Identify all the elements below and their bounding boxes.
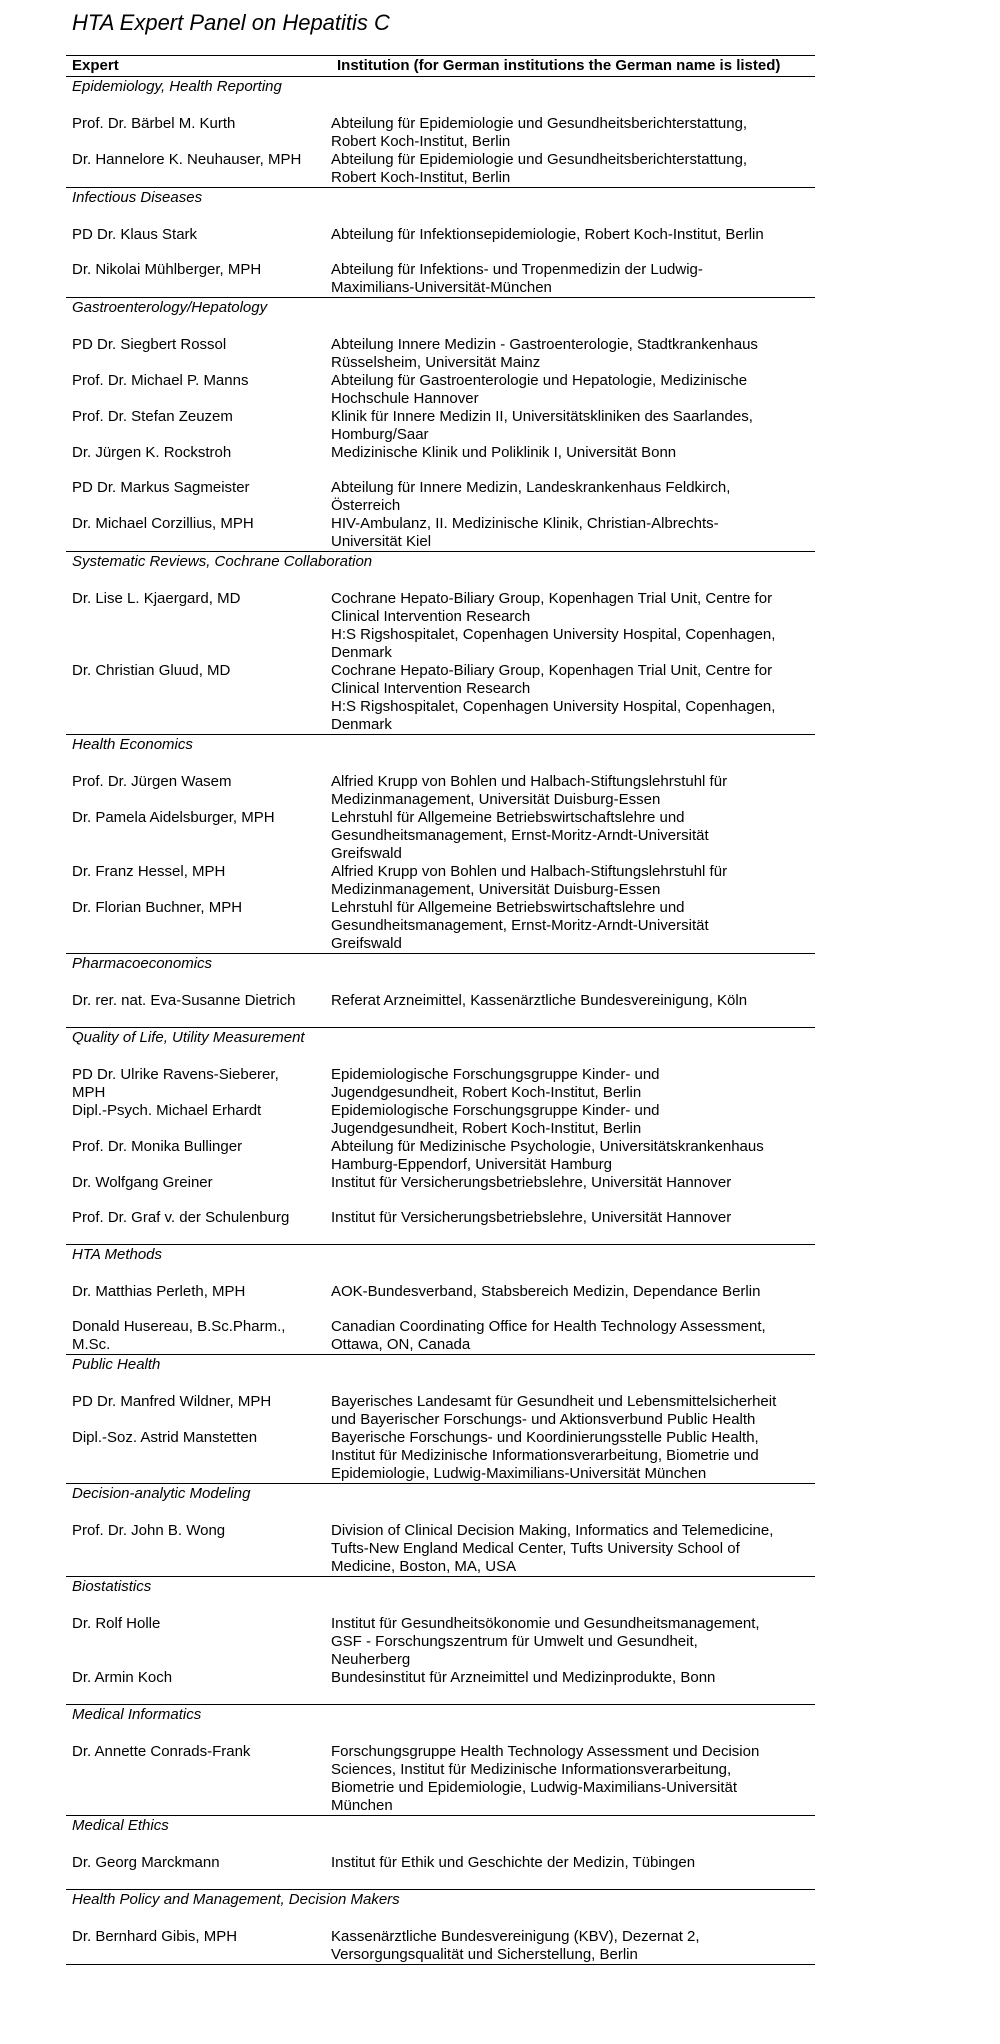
table-row xyxy=(66,336,815,372)
table-row xyxy=(66,1393,815,1429)
table-row xyxy=(66,1743,815,1815)
institution-line: H:S Rigshospitalet, Copenhagen University Hospital, Copenhagen, xyxy=(331,626,776,643)
expert-name xyxy=(66,261,331,297)
expert-name xyxy=(66,372,331,408)
table-section xyxy=(66,954,815,1028)
section-body xyxy=(66,1283,815,1354)
expert-name xyxy=(66,590,331,662)
expert-name xyxy=(66,336,331,372)
expert-name-line: Dr. Pamela Aidelsburger, MPH xyxy=(72,809,275,826)
institution-line: Forschungsgruppe Health Technology Assessment und Decision xyxy=(331,1743,760,1760)
section-title: Infectious Diseases xyxy=(72,189,203,206)
expert-name-line: Dr. Georg Marckmann xyxy=(72,1854,220,1871)
institution-line: Greifswald xyxy=(331,845,402,862)
expert-name xyxy=(66,809,331,863)
institution xyxy=(331,226,815,244)
table-row xyxy=(66,1102,815,1138)
expert-name-line: Dipl.-Soz. Astrid Manstetten xyxy=(72,1429,258,1446)
expert-name xyxy=(66,515,331,551)
section-title: Epidemiology, Health Reporting xyxy=(72,78,282,95)
institution-line: GSF - Forschungszentrum für Umwelt und Gesundheit, xyxy=(331,1633,698,1650)
table-section xyxy=(66,188,815,298)
institution xyxy=(331,1928,815,1964)
table-row xyxy=(66,809,815,863)
section-title: Health Economics xyxy=(72,736,193,753)
page-title: HTA Expert Panel on Hepatitis C xyxy=(72,10,390,35)
table-row xyxy=(66,992,815,1010)
expert-name-line: Dr. Wolfgang Greiner xyxy=(72,1174,213,1191)
expert-name xyxy=(66,1615,331,1669)
expert-name xyxy=(66,1174,331,1192)
institution-line: Bayerisches Landesamt für Gesundheit und Lebensmittelsicherheit xyxy=(331,1393,777,1410)
institution-line: Sciences, Institut für Medizinische Informationsverarbeitung, xyxy=(331,1761,732,1778)
institution-line: Gesundheitsmanagement, Ernst-Moritz-Arndt-Universität xyxy=(331,917,709,934)
table-row xyxy=(66,479,815,515)
table-row xyxy=(66,1522,815,1576)
table-row xyxy=(66,1429,815,1483)
institution-line: Epidemiologie, Ludwig-Maximilians-Universität München xyxy=(331,1465,707,1482)
institution xyxy=(331,1429,815,1483)
institution-line: Epidemiologische Forschungsgruppe Kinder- und xyxy=(331,1102,660,1119)
table-row xyxy=(66,1854,815,1872)
expert-name-line: Dr. Hannelore K. Neuhauser, MPH xyxy=(72,151,302,168)
section-title: Quality of Life, Utility Measurement xyxy=(72,1029,305,1046)
section-title: Public Health xyxy=(72,1356,161,1373)
expert-name xyxy=(66,479,331,515)
institution-line: Abteilung für Epidemiologie und Gesundheitsberichterstattung, xyxy=(331,115,748,132)
institution-line: Abteilung für Medizinische Psychologie, Universitätskrankenhaus xyxy=(331,1138,764,1155)
expert-name-line: Dr. Florian Buchner, MPH xyxy=(72,899,243,916)
table-row xyxy=(66,899,815,953)
institution xyxy=(331,899,815,953)
institution xyxy=(331,590,815,662)
institution-line: Kassenärztliche Bundesvereinigung (KBV), Dezernat 2, xyxy=(331,1928,700,1945)
institution xyxy=(331,1102,815,1138)
section-title: Biostatistics xyxy=(72,1578,152,1595)
institution-line: Hochschule Hannover xyxy=(331,390,479,407)
expert-name xyxy=(66,1066,331,1102)
table-section xyxy=(66,1028,815,1245)
expert-name-line: PD Dr. Ulrike Ravens-Sieberer, xyxy=(72,1066,279,1083)
column-header-expert: Expert xyxy=(72,57,119,74)
institution-line: Institut für Ethik und Geschichte der Medizin, Tübingen xyxy=(331,1854,696,1871)
institution xyxy=(331,515,815,551)
institution-line: Referat Arzneimittel, Kassenärztliche Bundesvereinigung, Köln xyxy=(331,992,748,1009)
table-section xyxy=(66,1484,815,1577)
expert-name-line: Dr. Franz Hessel, MPH xyxy=(72,863,226,880)
institution-line: Lehrstuhl für Allgemeine Betriebswirtschaftslehre und xyxy=(331,899,685,916)
institution-line: Homburg/Saar xyxy=(331,426,429,443)
section-body xyxy=(66,1522,815,1576)
institution-line: Tufts-New England Medical Center, Tufts University School of xyxy=(331,1540,740,1557)
institution-line: Clinical Intervention Research xyxy=(331,680,531,697)
expert-name-line: Dr. Rolf Holle xyxy=(72,1615,161,1632)
table-section xyxy=(66,1816,815,1890)
institution xyxy=(331,1174,815,1192)
expert-name-line: Prof. Dr. Jürgen Wasem xyxy=(72,773,232,790)
institution-line: Abteilung für Epidemiologie und Gesundheitsberichterstattung, xyxy=(331,151,748,168)
section-body xyxy=(66,226,815,297)
section-body xyxy=(66,115,815,187)
institution-line: Alfried Krupp von Bohlen und Halbach-Stiftungslehrstuhl für xyxy=(331,863,728,880)
institution xyxy=(331,115,815,151)
institution-line: Abteilung für Gastroenterologie und Hepatologie, Medizinische xyxy=(331,372,748,389)
expert-name xyxy=(66,773,331,809)
section-body xyxy=(66,1066,815,1227)
section-body xyxy=(66,1928,815,1964)
expert-name-line: Prof. Dr. Graf v. der Schulenburg xyxy=(72,1209,290,1226)
institution-line: Cochrane Hepato-Biliary Group, Kopenhagen Trial Unit, Centre for xyxy=(331,662,773,679)
section-title: Medical Informatics xyxy=(72,1706,202,1723)
institution-line: Abteilung für Infektions- und Tropenmedizin der Ludwig- xyxy=(331,261,703,278)
institution xyxy=(331,1209,815,1227)
expert-name-line: Prof. Dr. Michael P. Manns xyxy=(72,372,249,389)
institution-line: Universität Kiel xyxy=(331,533,432,550)
expert-name xyxy=(66,444,331,462)
expert-panel-table xyxy=(66,55,815,1965)
institution xyxy=(331,863,815,899)
institution-line: Institut für Versicherungsbetriebslehre, Universität Hannover xyxy=(331,1209,732,1226)
institution-line: Institut für Gesundheitsökonomie und Gesundheitsmanagement, xyxy=(331,1615,760,1632)
section-body xyxy=(66,773,815,953)
expert-name-line: Dr. Jürgen K. Rockstroh xyxy=(72,444,232,461)
expert-name xyxy=(66,1669,331,1687)
institution-line: und Bayerischer Forschungs- und Aktionsverbund Public Health xyxy=(331,1411,756,1428)
institution-line: Neuherberg xyxy=(331,1651,411,1668)
institution-line: Gesundheitsmanagement, Ernst-Moritz-Arndt-Universität xyxy=(331,827,709,844)
institution xyxy=(331,444,815,462)
institution xyxy=(331,809,815,863)
table-section xyxy=(66,298,815,552)
expert-name-line: Dr. Annette Conrads-Frank xyxy=(72,1743,251,1760)
expert-name xyxy=(66,1209,331,1227)
institution-line: Biometrie und Epidemiologie, Ludwig-Maximilians-Universität xyxy=(331,1779,738,1796)
table-row xyxy=(66,1209,815,1227)
institution-line: München xyxy=(331,1797,393,1814)
institution xyxy=(331,773,815,809)
table-row xyxy=(66,773,815,809)
institution xyxy=(331,479,815,515)
institution-line: Jugendgesundheit, Robert Koch-Institut, Berlin xyxy=(331,1120,642,1137)
section-body xyxy=(66,1743,815,1815)
institution-line: Medizinische Klinik und Poliklinik I, Universität Bonn xyxy=(331,444,677,461)
table-row xyxy=(66,226,815,244)
table-row xyxy=(66,1669,815,1687)
institution xyxy=(331,151,815,187)
expert-name xyxy=(66,1138,331,1174)
table-sections xyxy=(66,77,815,1965)
institution xyxy=(331,1743,815,1815)
institution-line: Versorgungsqualität und Sicherstellung, Berlin xyxy=(331,1946,638,1963)
expert-name-line: M.Sc. xyxy=(72,1336,111,1353)
expert-name-line: PD Dr. Siegbert Rossol xyxy=(72,336,227,353)
expert-name xyxy=(66,1102,331,1138)
institution xyxy=(331,408,815,444)
institution xyxy=(331,662,815,734)
table-row xyxy=(66,1066,815,1102)
expert-name-line: PD Dr. Klaus Stark xyxy=(72,226,198,243)
expert-name xyxy=(66,863,331,899)
expert-name xyxy=(66,1283,331,1301)
institution-line: Österreich xyxy=(331,497,401,514)
expert-name-line: PD Dr. Manfred Wildner, MPH xyxy=(72,1393,272,1410)
expert-name xyxy=(66,662,331,734)
expert-name xyxy=(66,1743,331,1815)
institution xyxy=(331,1615,815,1669)
expert-name xyxy=(66,1854,331,1872)
section-title: Gastroenterology/Hepatology xyxy=(72,299,268,316)
table-row xyxy=(66,1615,815,1669)
expert-name xyxy=(66,1928,331,1964)
section-title: Decision-analytic Modeling xyxy=(72,1485,251,1502)
expert-name-line: Prof. Dr. Stefan Zeuzem xyxy=(72,408,233,425)
section-title: Pharmacoeconomics xyxy=(72,955,213,972)
table-section xyxy=(66,77,815,188)
expert-name-line: Prof. Dr. Monika Bullinger xyxy=(72,1138,243,1155)
expert-name-line: Dr. Lise L. Kjaergard, MD xyxy=(72,590,241,607)
expert-name-line: Prof. Dr. Bärbel M. Kurth xyxy=(72,115,236,132)
table-row xyxy=(66,863,815,899)
table-header xyxy=(66,56,815,77)
institution-line: Lehrstuhl für Allgemeine Betriebswirtschaftslehre und xyxy=(331,809,685,826)
section-title: HTA Methods xyxy=(72,1246,163,1263)
table-row xyxy=(66,1174,815,1192)
section-body xyxy=(66,992,815,1010)
institution-line: Institut für Versicherungsbetriebslehre, Universität Hannover xyxy=(331,1174,732,1191)
table-row xyxy=(66,408,815,444)
expert-name-line: Dr. Matthias Perleth, MPH xyxy=(72,1283,246,1300)
expert-name-line: Dipl.-Psych. Michael Erhardt xyxy=(72,1102,262,1119)
table-section xyxy=(66,1705,815,1816)
expert-name xyxy=(66,1393,331,1429)
table-row xyxy=(66,515,815,551)
institution xyxy=(331,1318,815,1354)
institution-line: Institut für Medizinische Informationsverarbeitung, Biometrie und xyxy=(331,1447,759,1464)
table-row xyxy=(66,1318,815,1354)
institution-line: Denmark xyxy=(331,716,392,733)
institution-line: Medicine, Boston, MA, USA xyxy=(331,1558,517,1575)
expert-name xyxy=(66,1318,331,1354)
institution xyxy=(331,1138,815,1174)
section-title: Health Policy and Management, Decision Makers xyxy=(72,1891,400,1908)
expert-name xyxy=(66,408,331,444)
institution-line: Bayerische Forschungs- und Koordinierungsstelle Public Health, xyxy=(331,1429,759,1446)
expert-name-line: Dr. Michael Corzillius, MPH xyxy=(72,515,254,532)
institution-line: Hamburg-Eppendorf, Universität Hamburg xyxy=(331,1156,612,1173)
institution xyxy=(331,261,815,297)
institution xyxy=(331,1669,815,1687)
institution-line: Medizinmanagement, Universität Duisburg-Essen xyxy=(331,881,661,898)
institution-line: Abteilung für Infektionsepidemiologie, Robert Koch-Institut, Berlin xyxy=(331,226,764,243)
table-row xyxy=(66,261,815,297)
institution xyxy=(331,1283,815,1301)
table-row xyxy=(66,1283,815,1301)
institution-line: Abteilung Innere Medizin - Gastroenterologie, Stadtkrankenhaus xyxy=(331,336,758,353)
expert-name xyxy=(66,1429,331,1483)
institution-header-line: Institution xyxy=(337,57,410,74)
institution xyxy=(331,336,815,372)
expert-name-line: PD Dr. Markus Sagmeister xyxy=(72,479,250,496)
expert-name xyxy=(66,151,331,187)
institution-line: Clinical Intervention Research xyxy=(331,608,531,625)
institution-line: Robert Koch-Institut, Berlin xyxy=(331,133,511,150)
institution-line: Epidemiologische Forschungsgruppe Kinder- und xyxy=(331,1066,660,1083)
institution-line: Alfried Krupp von Bohlen und Halbach-Stiftungslehrstuhl für xyxy=(331,773,728,790)
institution-line: HIV-Ambulanz, II. Medizinische Klinik, Christian-Albrechts- xyxy=(331,515,719,532)
table-section xyxy=(66,1245,815,1355)
institution-line: Canadian Coordinating Office for Health Technology Assessment, xyxy=(331,1318,766,1335)
expert-name-line: MPH xyxy=(72,1084,106,1101)
section-body xyxy=(66,336,815,551)
table-row xyxy=(66,1138,815,1174)
table-row xyxy=(66,1928,815,1964)
table-section xyxy=(66,552,815,735)
expert-name xyxy=(66,899,331,953)
section-body xyxy=(66,1615,815,1687)
section-body xyxy=(66,1854,815,1872)
expert-name-line: Dr. Bernhard Gibis, MPH xyxy=(72,1928,238,1945)
institution-line: Division of Clinical Decision Making, Informatics and Telemedicine, xyxy=(331,1522,774,1539)
table-section xyxy=(66,1355,815,1484)
section-title: Systematic Reviews, Cochrane Collaboration xyxy=(72,553,373,570)
institution-line: Robert Koch-Institut, Berlin xyxy=(331,169,511,186)
column-header-institution xyxy=(337,57,815,75)
institution-line: Rüsselsheim, Universität Mainz xyxy=(331,354,541,371)
institution-line: Jugendgesundheit, Robert Koch-Institut, Berlin xyxy=(331,1084,642,1101)
expert-name-line: Donald Husereau, B.Sc.Pharm., xyxy=(72,1318,286,1335)
institution-line: Greifswald xyxy=(331,935,402,952)
expert-name xyxy=(66,1522,331,1576)
institution xyxy=(331,1522,815,1576)
expert-name-line: Dr. Nikolai Mühlberger, MPH xyxy=(72,261,262,278)
institution-line: Cochrane Hepato-Biliary Group, Kopenhagen Trial Unit, Centre for xyxy=(331,590,773,607)
table-row xyxy=(66,151,815,187)
institution-line: Bundesinstitut für Arzneimittel und Medizinprodukte, Bonn xyxy=(331,1669,716,1686)
expert-name-line: Dr. Christian Gluud, MD xyxy=(72,662,231,679)
institution xyxy=(331,1854,815,1872)
institution xyxy=(331,992,815,1010)
institution-line: Ottawa, ON, Canada xyxy=(331,1336,471,1353)
expert-name-line: Prof. Dr. John B. Wong xyxy=(72,1522,226,1539)
institution-line: Denmark xyxy=(331,644,392,661)
institution-line: Klinik für Innere Medizin II, Universitätskliniken des Saarlandes, xyxy=(331,408,753,425)
institution xyxy=(331,1393,815,1429)
table-section xyxy=(66,735,815,954)
table-section xyxy=(66,1890,815,1965)
expert-name xyxy=(66,992,331,1010)
section-body xyxy=(66,1393,815,1483)
institution-header-note: (for German institutions the German name is listed) xyxy=(413,57,781,74)
institution-line: Medizinmanagement, Universität Duisburg-Essen xyxy=(331,791,661,808)
table-row xyxy=(66,372,815,408)
expert-name xyxy=(66,226,331,244)
table-row xyxy=(66,662,815,734)
institution xyxy=(331,1066,815,1102)
institution-line: AOK-Bundesverband, Stabsbereich Medizin, Dependance Berlin xyxy=(331,1283,761,1300)
table-row xyxy=(66,115,815,151)
institution xyxy=(331,372,815,408)
table-row xyxy=(66,590,815,662)
section-title: Medical Ethics xyxy=(72,1817,169,1834)
institution-line: Abteilung für Innere Medizin, Landeskrankenhaus Feldkirch, xyxy=(331,479,731,496)
expert-name-line: Dr. rer. nat. Eva-Susanne Dietrich xyxy=(72,992,296,1009)
expert-name-line: Dr. Armin Koch xyxy=(72,1669,173,1686)
institution-line: Maximilians-Universität-München xyxy=(331,279,552,296)
table-section xyxy=(66,1577,815,1705)
table-row xyxy=(66,444,815,462)
section-body xyxy=(66,590,815,734)
institution-line: H:S Rigshospitalet, Copenhagen University Hospital, Copenhagen, xyxy=(331,698,776,715)
expert-name xyxy=(66,115,331,151)
